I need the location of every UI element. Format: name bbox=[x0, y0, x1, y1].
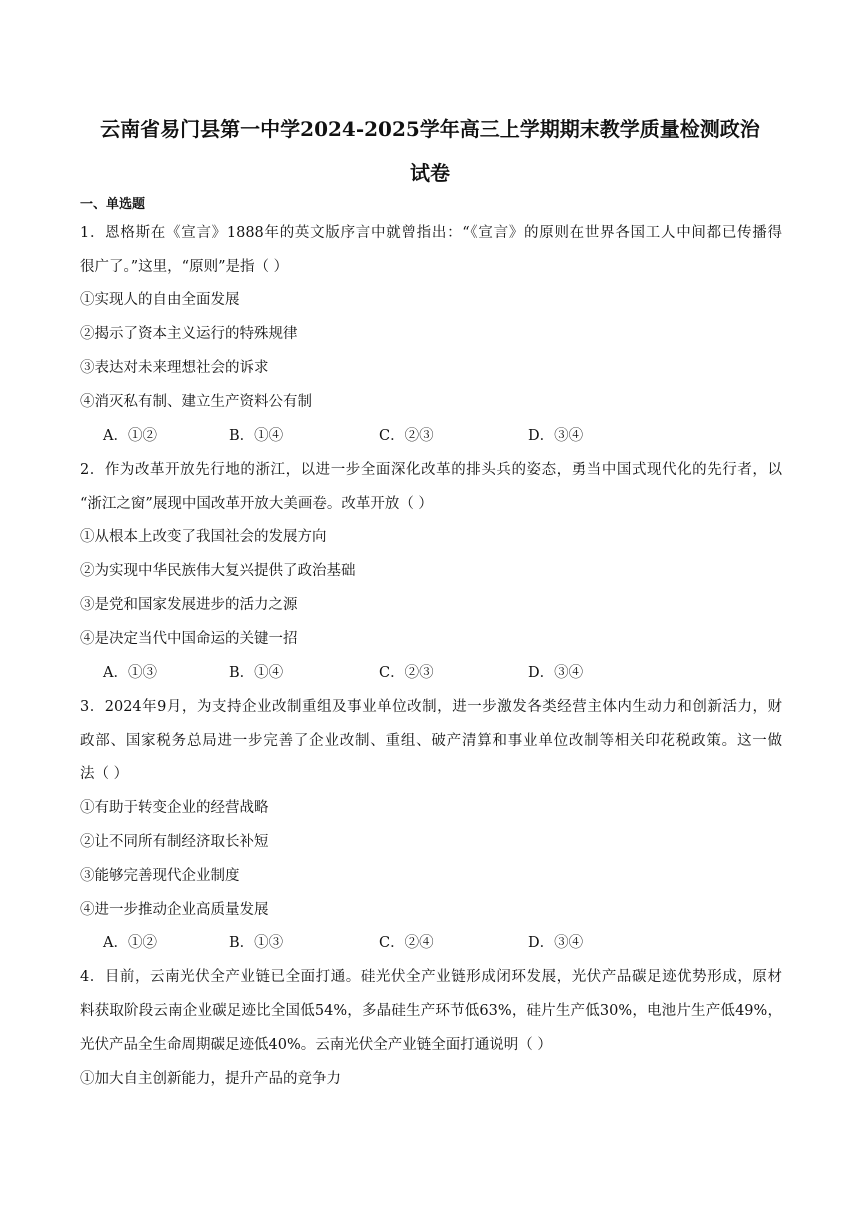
question-3-option-a[interactable]: A．①② bbox=[103, 935, 157, 951]
question-4-item-1: ①加大自主创新能力，提升产品的竞争力 bbox=[80, 1071, 341, 1087]
question-4-stem-line-2: 料获取阶段云南企业碳足迹比全国低54%，多晶硅生产环节低63%，硅片生产低30%，电池片生产低49%， bbox=[80, 1003, 782, 1019]
question-1-option-c[interactable]: C．②③ bbox=[379, 428, 434, 444]
question-1-stem-line-2: 很广了。”这里，“原则”是指（ ） bbox=[80, 259, 289, 275]
question-1-item-3: ③表达对未来理想社会的诉求 bbox=[80, 360, 269, 376]
page-title: 云南省易门县第一中学2024-2025学年高三上学期期末教学质量检测政治 bbox=[100, 117, 760, 141]
question-1-option-a[interactable]: A．①② bbox=[103, 428, 157, 444]
question-2-stem-line-1: 2．作为改革开放先行地的浙江，以进一步全面深化改革的排头兵的姿态，勇当中国式现代化的先行者，以 bbox=[80, 462, 782, 478]
question-1-item-4: ④消灭私有制、建立生产资料公有制 bbox=[80, 394, 312, 410]
page-title-continued: 试卷 bbox=[410, 161, 450, 185]
question-3-item-1: ①有助于转变企业的经营战略 bbox=[80, 800, 269, 816]
question-3-item-2: ②让不同所有制经济取长补短 bbox=[80, 834, 269, 850]
question-2-item-1: ①从根本上改变了我国社会的发展方向 bbox=[80, 529, 327, 545]
question-3-item-3: ③能够完善现代企业制度 bbox=[80, 868, 240, 884]
question-2-option-d[interactable]: D．③④ bbox=[528, 665, 584, 681]
question-1-option-b[interactable]: B．①④ bbox=[229, 428, 284, 444]
question-2-option-b[interactable]: B．①④ bbox=[229, 665, 284, 681]
question-3-option-d[interactable]: D．③④ bbox=[528, 935, 584, 951]
question-2-option-a[interactable]: A．①③ bbox=[103, 665, 157, 681]
question-3-item-4: ④进一步推动企业高质量发展 bbox=[80, 902, 269, 918]
question-3-option-c[interactable]: C．②④ bbox=[379, 935, 434, 951]
question-1-stem-line-1: 1．恩格斯在《宣言》1888年的英文版序言中就曾指出：“《宣言》的原则在世界各国工人中间都已传播得 bbox=[80, 225, 782, 241]
question-2-option-c[interactable]: C．②③ bbox=[379, 665, 434, 681]
question-2-stem-line-2: “浙江之窗”展现中国改革开放大美画卷。改革开放（ ） bbox=[80, 496, 433, 512]
question-3-stem-line-1: 3．2024年9月，为支持企业改制重组及事业单位改制，进一步激发各类经营主体内生动力和创新活力，财 bbox=[80, 699, 782, 715]
question-2-item-2: ②为实现中华民族伟大复兴提供了政治基础 bbox=[80, 563, 356, 579]
question-1-item-1: ①实现人的自由全面发展 bbox=[80, 292, 240, 308]
question-4-stem-line-3: 光伏产品全生命周期碳足迹低40%。云南光伏全产业链全面打通说明（ ） bbox=[80, 1037, 552, 1053]
question-1-item-2: ②揭示了资本主义运行的特殊规律 bbox=[80, 326, 298, 342]
question-2-item-4: ④是决定当代中国命运的关键一招 bbox=[80, 631, 298, 647]
question-3-stem-line-2: 政部、国家税务总局进一步完善了企业改制、重组、破产清算和事业单位改制等相关印花税政策。这一做 bbox=[80, 733, 782, 749]
question-3-stem-line-3: 法（ ） bbox=[80, 766, 129, 782]
question-2-item-3: ③是党和国家发展进步的活力之源 bbox=[80, 597, 298, 613]
question-4-stem-line-1: 4．目前，云南光伏全产业链已全面打通。硅光伏全产业链形成闭环发展，光伏产品碳足迹优势形成，原材 bbox=[80, 969, 782, 985]
section-heading: 一、单选题 bbox=[80, 197, 146, 212]
question-3-option-b[interactable]: B．①③ bbox=[229, 935, 284, 951]
question-1-option-d[interactable]: D．③④ bbox=[528, 428, 584, 444]
